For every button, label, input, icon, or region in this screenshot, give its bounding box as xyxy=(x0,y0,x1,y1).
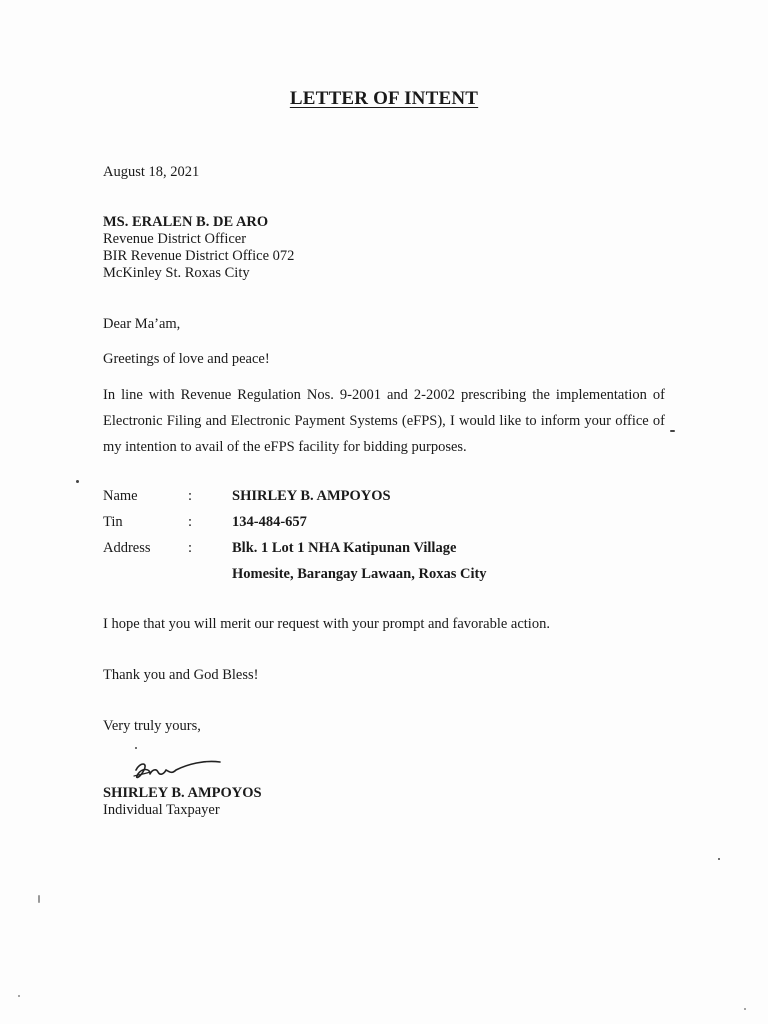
tin-colon: : xyxy=(188,514,193,530)
closing-line: Very truly yours, xyxy=(103,718,201,734)
scan-speck xyxy=(38,895,40,903)
greeting: Greetings of love and peace! xyxy=(103,351,270,367)
recipient-position: Revenue District Officer xyxy=(103,231,247,247)
request-sentence: I hope that you will merit our request with your prompt and favorable action. xyxy=(103,616,550,632)
tin-value: 134-484-657 xyxy=(232,514,307,530)
recipient-address: McKinley St. Roxas City xyxy=(103,265,250,281)
name-colon: : xyxy=(188,488,193,504)
body-paragraph: In line with Revenue Regulation Nos. 9-2001 and 2-2002 prescribing the implementation of Electronic Filing and Electronic Payment Systems (eFPS), I would like to inform your office of my intention to avail of the eFPS facility for bidding purposes. xyxy=(103,387,665,455)
salutation: Dear Ma’am, xyxy=(103,316,181,332)
thanks-line: Thank you and God Bless! xyxy=(103,667,259,683)
name-value: SHIRLEY B. AMPOYOS xyxy=(232,488,391,504)
scan-speck xyxy=(76,480,79,483)
handwritten-signature xyxy=(128,756,228,786)
signatory-title: Individual Taxpayer xyxy=(103,802,220,818)
letter-date: August 18, 2021 xyxy=(103,164,200,180)
name-label: Name xyxy=(103,488,138,504)
scan-speck xyxy=(135,747,137,749)
address-label: Address xyxy=(103,540,151,556)
address-line-2: Homesite, Barangay Lawaan, Roxas City xyxy=(232,566,487,582)
recipient-office: BIR Revenue District Office 072 xyxy=(103,248,295,264)
tin-label: Tin xyxy=(103,514,123,530)
scan-speck xyxy=(18,995,20,997)
recipient-name: MS. ERALEN B. DE ARO xyxy=(103,214,269,230)
address-line-1: Blk. 1 Lot 1 NHA Katipunan Village xyxy=(232,540,457,556)
signatory-name: SHIRLEY B. AMPOYOS xyxy=(103,785,262,801)
scan-speck xyxy=(670,430,675,432)
scan-speck xyxy=(718,858,720,860)
letter-title: LETTER OF INTENT xyxy=(289,88,479,109)
address-colon: : xyxy=(188,540,193,556)
scan-speck xyxy=(744,1008,746,1010)
